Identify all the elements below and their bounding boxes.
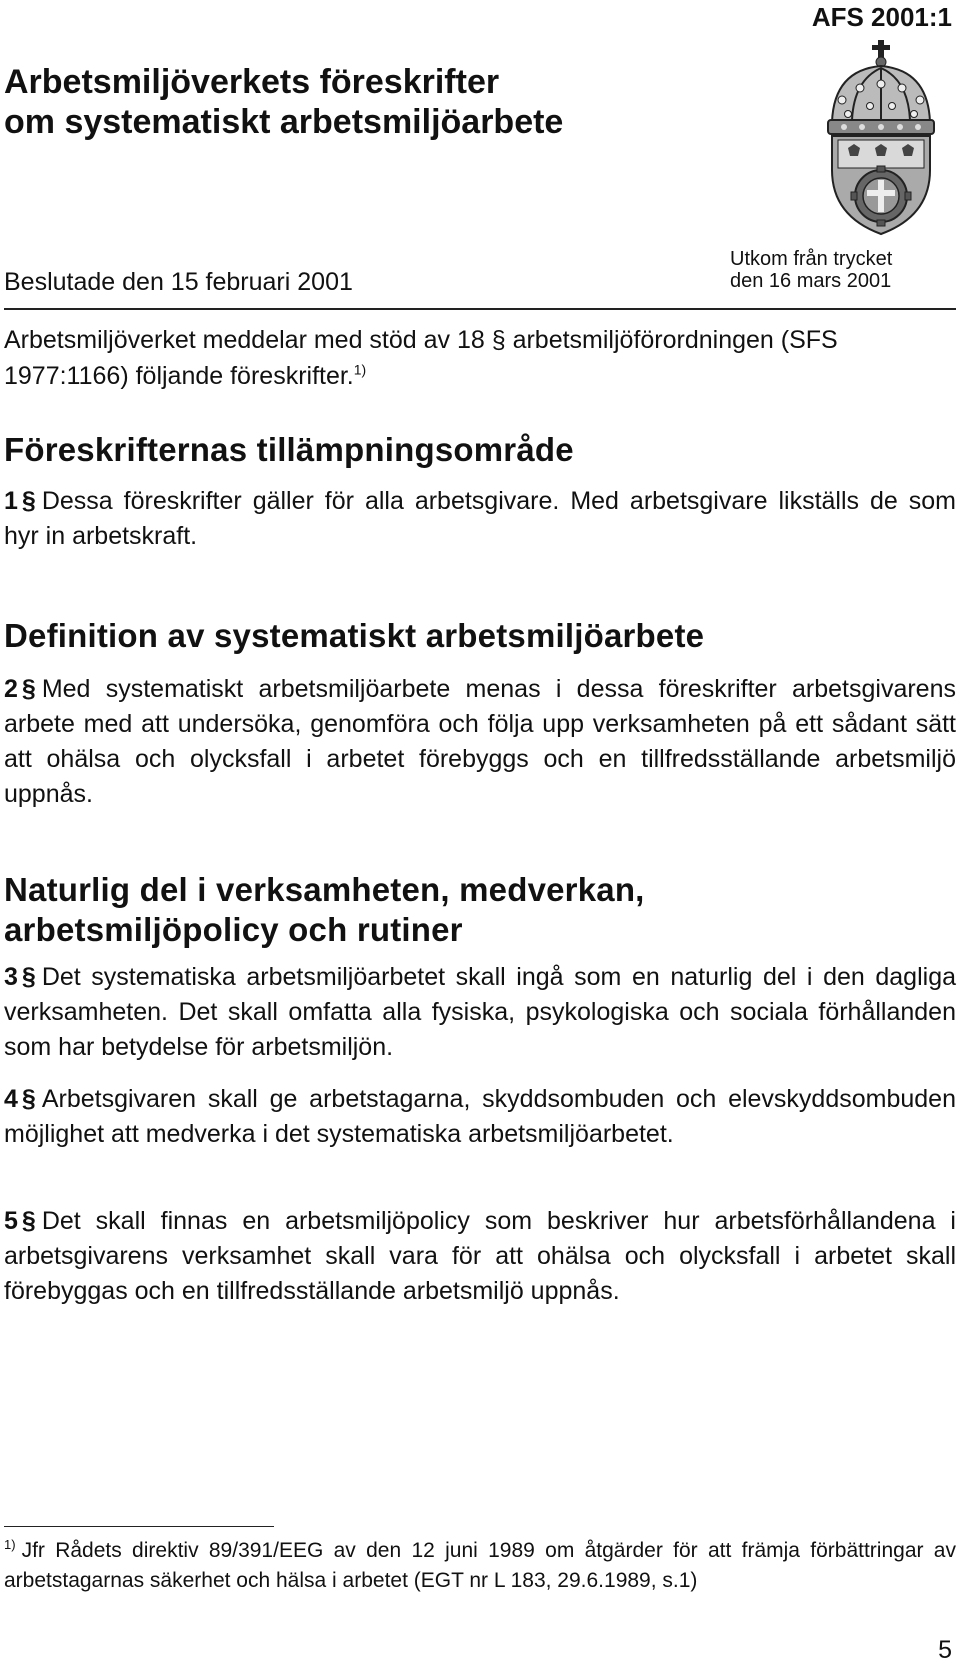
paragraph-number: 5 [4,1207,18,1235]
published-line-1: Utkom från trycket [730,248,893,270]
paragraph-text: Det skall finnas en arbetsmiljöpolicy som beskriver hur arbetsförhållandena i arbetsgivarens verksamhet skall vara för att ohälsa och olycksfall i arbetet skall förebyggas och en tillfredsställande arbetsmiljö uppnås. [4,1207,956,1305]
paragraph-number: 3 [4,963,18,991]
paragraph-4 [4,1082,956,1152]
section-sign: § [21,1207,36,1235]
section-heading: Föreskrifternas tillämpningsområde [4,431,574,468]
intro-text: Arbetsmiljöverket meddelar med stöd av 18 § arbetsmiljöförordningen (SFS 1977:1166) följande föreskrifter. [4,326,838,390]
section-sign: § [21,1085,36,1113]
section-heading [4,870,645,950]
paragraph-3 [4,960,956,1065]
section-heading-line-2: arbetsmiljöpolicy och rutiner [4,911,463,948]
footnote-divider [4,1526,274,1527]
paragraph-text: Arbetsgivaren skall ge arbetstagarna, skyddsombuden och elevskyddsombuden möjlighet att medverka i det systematiska arbetsmiljöarbetet. [4,1085,956,1148]
footnote-reference: 1) [353,361,367,378]
paragraph-1 [4,484,956,554]
decided-date: Beslutade den 15 februari 2001 [4,268,353,296]
paragraph-text: Med systematiskt arbetsmiljöarbete menas i dessa föreskrifter arbetsgivarens arbete med att undersöka, genomföra och följa upp verksamheten på ett sådant sätt att ohälsa och olycksfall i arbetet förebyggs och en tillfredsställande arbetsmiljö uppnås. [4,675,956,808]
section-sign: § [21,963,36,991]
intro-paragraph [4,322,956,394]
published-line-2: den 16 mars 2001 [730,270,892,292]
paragraph-2 [4,672,956,812]
published-date [730,248,892,292]
section-heading: Definition av systematiskt arbetsmiljöarbete [4,617,705,654]
page-number: 5 [938,1636,952,1664]
section-sign: § [21,487,36,515]
paragraph-number: 2 [4,675,18,703]
paragraph-text: Det systematiska arbetsmiljöarbetet skall ingå som en naturlig del i den dagliga verksamheten. Det skall omfatta alla fysiska, psykologiska och sociala förhållanden som har betydelse för arbetsmiljön. [4,963,956,1061]
footnote-marker: 1) [4,1537,16,1552]
paragraph-text: Dessa föreskrifter gäller för alla arbetsgivare. Med arbetsgivare likställs de som hyr in arbetskraft. [4,487,956,550]
paragraph-5 [4,1204,956,1309]
coat-of-arms-emblem-icon [822,40,940,236]
section-sign: § [21,675,36,703]
paragraph-number: 4 [4,1085,18,1113]
footnote [4,1536,956,1596]
section-heading-line-1: Naturlig del i verksamheten, medverkan, [4,871,645,908]
document-title [4,62,563,142]
paragraph-number: 1 [4,487,18,515]
header-divider [4,308,956,310]
footnote-text: Jfr Rådets direktiv 89/391/EEG av den 12 juni 1989 om åtgärder för att främja förbättringar av arbetstagarnas säkerhet och hälsa i arbetet (EGT nr L 183, 29.6.1989, s.1) [4,1539,956,1592]
title-line-2: om systematiskt arbetsmiljöarbete [4,103,564,141]
document-code: AFS 2001:1 [811,2,952,32]
title-line-1: Arbetsmiljöverkets föreskrifter [4,63,500,101]
